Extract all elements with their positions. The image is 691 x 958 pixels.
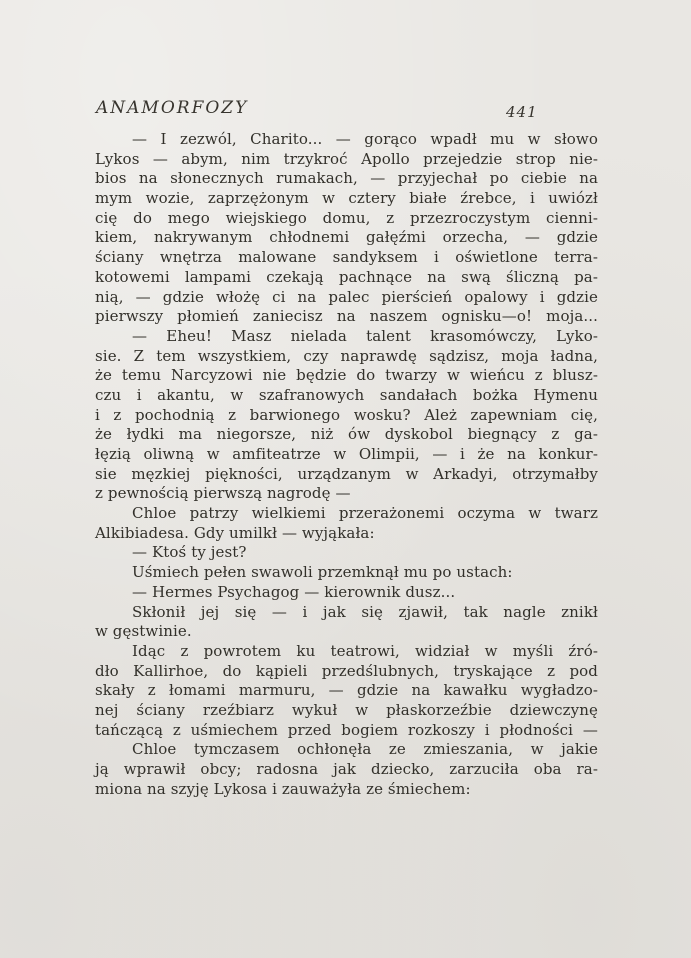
text-line: kotowemi lampami czekają pachnące na swą śliczną pa- (95, 267, 598, 286)
text-line: Chloe tymczasem ochłonęła ze zmieszania, w jakie (132, 740, 598, 759)
text-line: miona na szyję Lykosa i zauważyła ze śmiechem: (95, 779, 471, 798)
text-line: — I zezwól, Charito... — gorąco wpadł mu w słowo (132, 130, 598, 148)
text-line: — Eheu! Masz nielada talent krasomówczy, Lyko- (132, 326, 598, 345)
page-number: 441 (506, 103, 538, 121)
text-line: nią, — gdzie włożę ci na palec pierścień opalowy i gdzie (95, 287, 598, 306)
text-line: i z pochodnią z barwionego wosku? Ależ zapewniam cię, (95, 405, 598, 424)
text-line: tańczącą z uśmiechem przed bogiem rozkoszy i płodności — (95, 720, 598, 739)
text-line: ją wprawił obcy; radosna jak dziecko, zarzuciła oba ra- (95, 760, 598, 778)
text-line: sie. Z tem wszystkiem, czy naprawdę sądzisz, moja ładna, (95, 346, 598, 365)
text-line: Skłonił jej się — i jak się zjawił, tak nagle znikł (132, 602, 598, 621)
text-line: Uśmiech pełen swawoli przemknął mu po ustach: (132, 563, 513, 582)
text-line: Alkibiadesa. Gdy umilkł — wyjąkała: (95, 523, 375, 542)
text-line: Idąc z powrotem ku teatrowi, widział w myśli źró- (132, 641, 598, 660)
text-line: kiem, nakrywanym chłodnemi gałęźmi orzecha, — gdzie (95, 228, 598, 247)
text-line: ściany wnętrza malowane sandyksem i oświetlone terra- (95, 248, 598, 267)
text-line: Lykos — abym, nim trzykroć Apollo przejedzie strop nie- (95, 149, 598, 168)
text-line: dło Kallirhoe, do kąpieli przedślubnych, tryskające z pod (95, 661, 598, 680)
text-line: że łydki ma niegorsze, niż ów dyskobol biegnący z ga- (95, 425, 598, 444)
text-line: cię do mego wiejskiego domu, z przezroczystym cienni- (95, 208, 598, 227)
text-line: łęzią oliwną w amfiteatrze w Olimpii, — i że na konkur- (95, 445, 598, 463)
text-line: czu i akantu, w szafranowych sandałach bożka Hymenu (95, 385, 598, 404)
text-block (95, 130, 598, 799)
text-line: bios na słonecznych rumakach, — przyjechał po ciebie na (95, 169, 598, 188)
text-line: sie męzkiej piękności, urządzanym w Arkadyi, otrzymałby (95, 464, 598, 483)
running-title: ANAMORFOZY (96, 98, 249, 118)
text-line: pierwszy płomień zaniecisz na naszem ognisku—o! moja... (95, 307, 598, 326)
text-line: mym wozie, zaprzężonym w cztery białe źrebce, i uwiózł (95, 189, 598, 208)
text-line: w gęstwinie. (95, 622, 192, 641)
text-line: — Hermes Psychagog — kierownik dusz... (132, 582, 456, 601)
text-line: że temu Narcyzowi nie będzie do twarzy w wieńcu z blusz- (95, 366, 598, 385)
text-line: Chloe patrzy wielkiemi przerażonemi oczyma w twarz (132, 504, 598, 523)
text-line: skały z łomami marmuru, — gdzie na kawałku wygładzo- (95, 681, 598, 700)
text-line: — Ktoś ty jest? (132, 543, 247, 562)
text-line: z pewnością pierwszą nagrodę — (95, 484, 351, 503)
text-line: nej ściany rzeźbiarz wykuł w płaskorzeźbie dziewczynę (95, 700, 598, 719)
